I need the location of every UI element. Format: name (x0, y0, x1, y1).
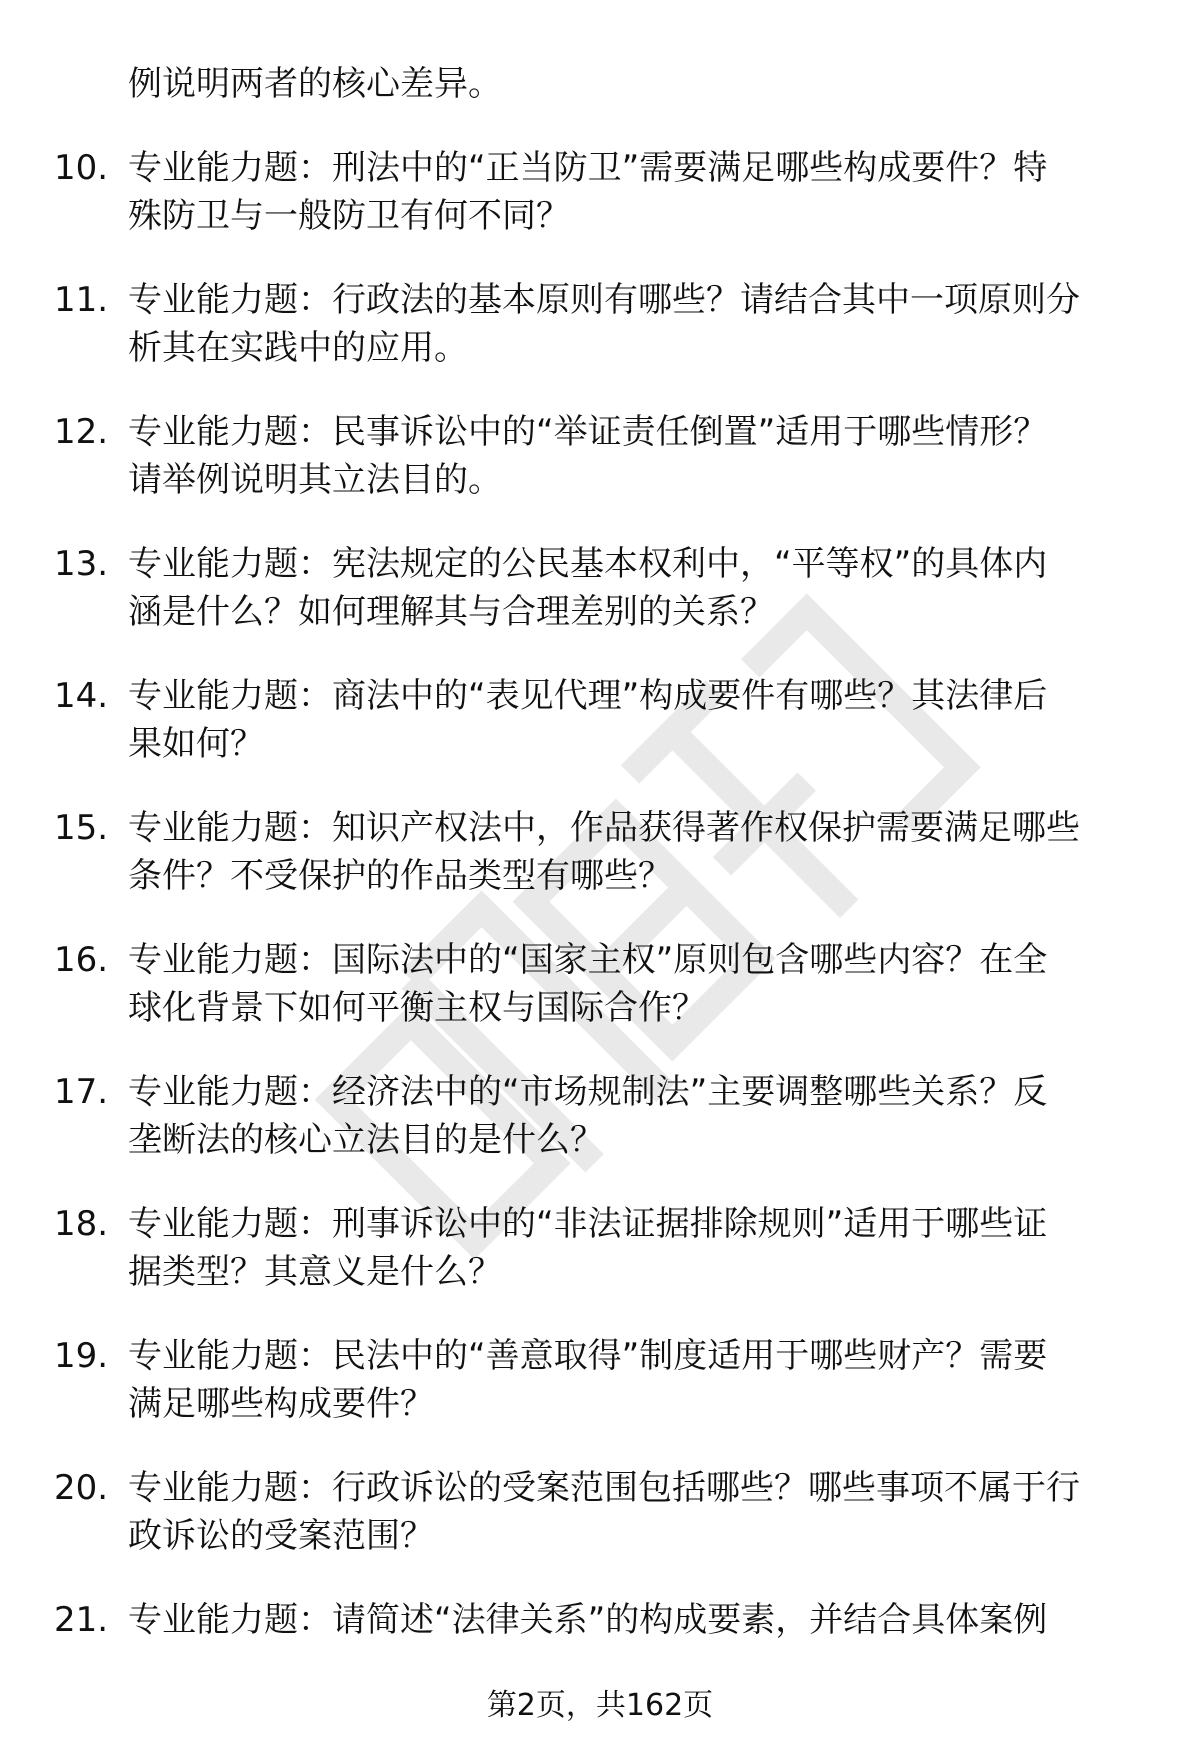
continuation-text: 例说明两者的核心差异。 (128, 64, 502, 104)
question-item (0, 276, 1200, 408)
question-line: 专业能力题：行政法的基本原则有哪些？请结合其中一项原则分 (128, 280, 1080, 320)
question-line: 条件？不受保护的作品类型有哪些？ (128, 856, 672, 896)
question-item (0, 1200, 1200, 1332)
question-item (0, 804, 1200, 936)
question-number: 10. (54, 148, 109, 188)
question-text (128, 144, 1148, 240)
question-text (128, 408, 1148, 504)
question-item (0, 144, 1200, 276)
question-number: 12. (54, 412, 109, 452)
page-footer: 第2页，共162页 (486, 1688, 714, 1723)
question-text (128, 1200, 1148, 1296)
question-line: 专业能力题：刑事诉讼中的“非法证据排除规则”适用于哪些证 (128, 1204, 1048, 1244)
question-text (128, 1068, 1148, 1164)
question-line: 专业能力题：行政诉讼的受案范围包括哪些？哪些事项不属于行 (128, 1468, 1080, 1508)
question-number: 13. (54, 544, 109, 584)
question-line: 专业能力题：国际法中的“国家主权”原则包含哪些内容？在全 (128, 940, 1048, 980)
question-line: 专业能力题：宪法规定的公民基本权利中，“平等权”的具体内 (128, 544, 1048, 584)
question-line: 专业能力题：商法中的“表见代理”构成要件有哪些？其法律后 (128, 676, 1048, 716)
question-line: 政诉讼的受案范围？ (128, 1516, 434, 1556)
question-line: 垄断法的核心立法目的是什么？ (128, 1120, 604, 1160)
question-line: 球化背景下如何平衡主权与国际合作？ (128, 988, 706, 1028)
question-text (128, 804, 1148, 900)
question-number: 18. (54, 1204, 109, 1244)
question-line: 殊防卫与一般防卫有何不同？ (128, 196, 570, 236)
question-line: 专业能力题：经济法中的“市场规制法”主要调整哪些关系？反 (128, 1072, 1048, 1112)
question-number: 16. (54, 940, 109, 980)
question-number: 17. (54, 1072, 109, 1112)
question-number: 11. (54, 280, 109, 320)
question-text (128, 540, 1148, 636)
question-number: 15. (54, 808, 109, 848)
question-number: 20. (54, 1468, 109, 1508)
question-number: 21. (54, 1600, 109, 1640)
question-text (128, 672, 1148, 768)
question-item (0, 1332, 1200, 1464)
question-number: 19. (54, 1336, 109, 1376)
question-item (0, 936, 1200, 1068)
question-line: 析其在实践中的应用。 (128, 328, 468, 368)
question-line: 专业能力题：知识产权法中，作品获得著作权保护需要满足哪些 (128, 808, 1080, 848)
question-text (128, 1332, 1148, 1428)
question-number: 14. (54, 676, 109, 716)
question-list (0, 144, 1200, 1728)
question-line: 专业能力题：民法中的“善意取得”制度适用于哪些财产？需要 (128, 1336, 1048, 1376)
question-item (0, 1068, 1200, 1200)
question-line: 专业能力题：民事诉讼中的“举证责任倒置”适用于哪些情形？ (128, 412, 1048, 452)
question-line: 满足哪些构成要件？ (128, 1384, 434, 1424)
question-line: 涵是什么？如何理解其与合理差别的关系？ (128, 592, 774, 632)
question-item (0, 408, 1200, 540)
question-line: 请举例说明其立法目的。 (128, 460, 502, 500)
question-line: 据类型？其意义是什么？ (128, 1252, 502, 1292)
question-text (128, 1596, 1148, 1644)
question-item (0, 672, 1200, 804)
question-line: 专业能力题：刑法中的“正当防卫”需要满足哪些构成要件？特 (128, 148, 1048, 188)
question-text (128, 276, 1148, 372)
question-item (0, 1464, 1200, 1596)
question-line: 专业能力题：请简述“法律关系”的构成要素，并结合具体案例 (128, 1600, 1048, 1640)
question-item (0, 540, 1200, 672)
question-text (128, 1464, 1148, 1560)
question-line: 果如何？ (128, 724, 264, 764)
question-text (128, 936, 1148, 1032)
